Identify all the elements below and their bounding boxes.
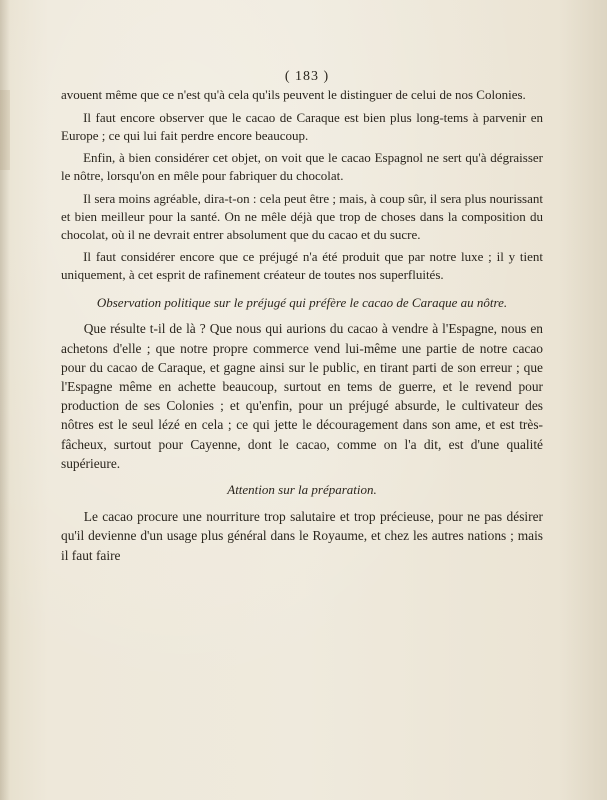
paragraph: Il faut considérer encore que ce préjugé n'a été produit que par notre luxe ; il y tient uniquement, à cet esprit de rafinement créateur de toutes nos superfluités.: [61, 249, 543, 283]
paragraph: Il faut encore observer que le cacao de Caraque est bien plus long-tems à parvenir en Europe ; ce qui lui fait perdre encore beaucoup.: [61, 109, 543, 143]
page-text: [61, 68, 543, 565]
paragraph: Le cacao procure une nourriture trop salutaire et trop précieuse, pour ne pas désirer qu'il devienne d'un usage plus général dans le Royaume, et chez les autres nations ; mais il faut faire: [61, 509, 543, 563]
page-number: ( 183 ): [284, 69, 330, 84]
section-heading-attention: Attention sur la préparation.: [227, 482, 377, 498]
paragraph: Il sera moins agréable, dira-t-on : cela peut être ; mais, à coup sûr, il sera plus nourissant et bien meilleur pour la santé. On ne mêle déjà que trop de choses dans la composition du chocolat, où il ne devrait entrer absolument que du cacao et du sucre.: [61, 190, 543, 242]
paragraph: Enfin, à bien considérer cet objet, on voit que le cacao Espagnol ne sert qu'à dégraisser le nôtre, lorsqu'on en mêle pour fabriquer du chocolat.: [61, 150, 543, 184]
paragraph: Que résulte t-il de là ? Que nous qui aurions du cacao à vendre à l'Espagne, nous en achetons d'elle ; que notre propre commerce vend lui-même une partie de notre cacao pour du cacao de Caraque, et gagne ainsi sur le public, en tirant parti de son erreur ; que l'Espagne même en achette beaucoup, surtout en tems de guerre, et le revend pour production de ses Colonies ; et qu'enfin, pour un préjugé absurde, le cultivateur des nôtres est le seul lézé en cela ; ce qui jette le découragement dans son ame, et est très-fâcheux, surtout pour Cayenne, dont le cacao, comme on l'a dit, est d'une qualité supérieure.: [61, 321, 543, 471]
section-heading-observation: Observation politique sur le préjugé qui préfère le cacao de Caraque au nôtre.: [96, 294, 508, 310]
paper-stain: [0, 90, 10, 170]
paragraph-continued: avouent même que ce n'est qu'à cela qu'ils peuvent le distinguer de celui de nos Colonies.: [61, 87, 526, 102]
